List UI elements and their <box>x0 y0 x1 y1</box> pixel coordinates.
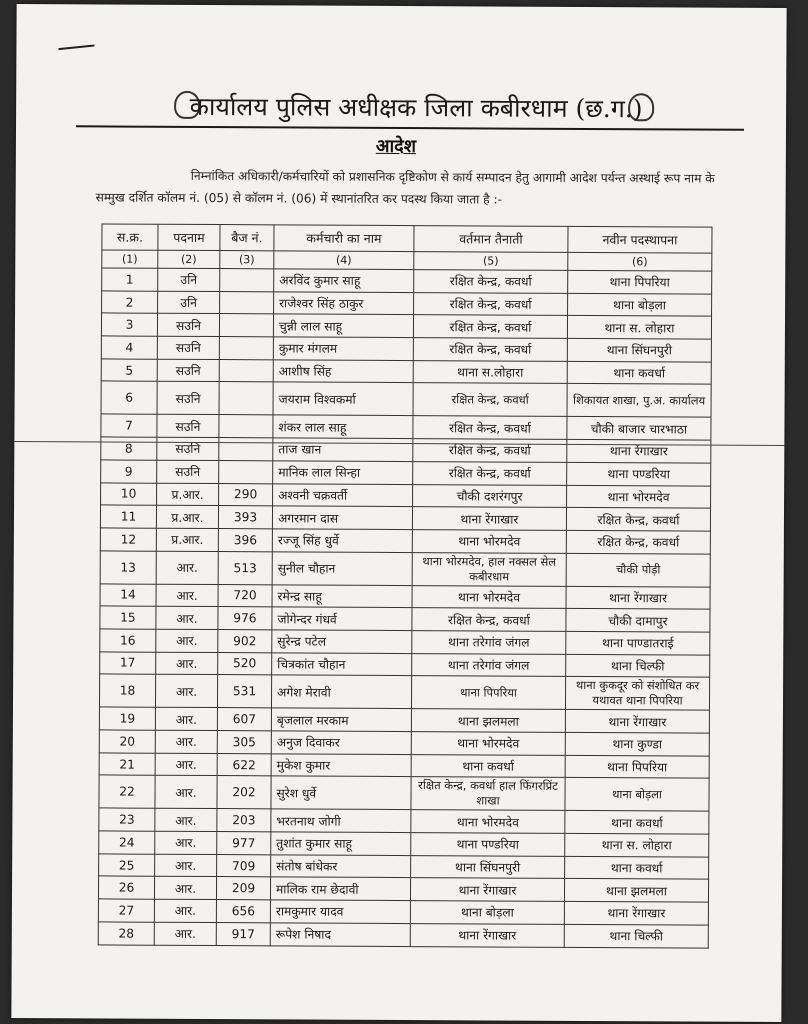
cell-sn: 7 <box>101 414 157 437</box>
cell-new: थाना कुकदूर को संशोधित कर यथावत थाना पिपरिया <box>565 677 709 711</box>
cell-badge: 720 <box>218 584 272 607</box>
cell-new: थाना पाण्डातराई <box>566 631 710 654</box>
cell-name: अगरमान दास <box>272 506 412 529</box>
cell-badge: 209 <box>216 877 270 900</box>
table-row <box>99 674 709 710</box>
cell-sn: 15 <box>100 606 156 629</box>
cell-sn: 28 <box>98 922 154 945</box>
col-number: (3) <box>220 251 274 269</box>
cell-name: कुमार मंगलम <box>273 337 413 360</box>
cell-name: चित्रकांत चौहान <box>272 652 412 675</box>
cell-rank: सउनि <box>157 437 219 460</box>
cell-new: रक्षित केन्द्र, कवर्धा <box>566 530 710 553</box>
cell-badge <box>219 314 273 337</box>
cell-sn: 5 <box>101 359 157 382</box>
table-row <box>100 652 710 678</box>
table-row <box>101 313 711 339</box>
cell-rank: आर. <box>156 606 218 629</box>
cell-rank: प्र.आर. <box>157 483 219 506</box>
cell-current: थाना तरेगांव जंगल <box>412 653 566 676</box>
transfer-table <box>98 223 713 948</box>
cell-new: थाना स. लोहारा <box>565 833 709 856</box>
cell-badge: 531 <box>217 675 271 708</box>
cell-sn: 8 <box>101 437 157 460</box>
cell-name: रूपेश निषाद <box>270 923 410 946</box>
cell-rank: सउनि <box>157 336 219 359</box>
col-header: बैज नं. <box>220 225 274 251</box>
cell-current: थाना भोरमदेव <box>411 732 565 755</box>
cell-rank: आर. <box>156 551 218 584</box>
cell-current: थाना बोड़ला <box>410 901 564 924</box>
cell-name: शंकर लाल साहू <box>273 415 413 438</box>
cell-sn: 20 <box>99 730 155 753</box>
cell-badge <box>219 337 273 360</box>
cell-rank: आर. <box>155 831 217 854</box>
cell-current: रक्षित केन्द्र, कवर्धा <box>414 292 568 315</box>
cell-current: थाना भोरमदेव <box>412 529 566 552</box>
cell-new: थाना कवर्धा <box>565 856 709 879</box>
cell-new: थाना पिपरिया <box>568 270 712 293</box>
cell-badge <box>219 359 273 382</box>
table-row <box>99 730 709 756</box>
table-row <box>102 291 712 317</box>
pen-mark <box>58 45 94 51</box>
cell-rank: सउनि <box>157 359 219 382</box>
cell-sn: 27 <box>98 899 154 922</box>
table-row <box>98 876 708 902</box>
office-title: कार्यालय पुलिस अधीक्षक जिला कबीरधाम (छ.ग.) <box>189 91 643 124</box>
cell-new: चौकी बाजार चारभाठा <box>567 417 711 440</box>
cell-current: रक्षित केन्द्र, कवर्धा <box>413 338 567 361</box>
cell-name: संतोष बांधेकर <box>271 855 411 878</box>
table-row <box>99 854 709 880</box>
table-row <box>101 482 711 508</box>
cell-rank: सउनि <box>157 314 219 337</box>
cell-new: थाना कवर्धा <box>567 361 711 384</box>
cell-sn: 24 <box>99 831 155 854</box>
cell-rank: आर. <box>155 854 217 877</box>
table-header-row <box>102 224 712 253</box>
cell-name: अरविंद कुमार साहू <box>274 269 414 292</box>
cell-current: थाना पिपरिया <box>411 676 565 710</box>
cell-rank: आर. <box>156 652 218 675</box>
cell-name: अगेश मेरावी <box>271 675 411 709</box>
cell-new: थाना रेंगाखार <box>565 710 709 733</box>
table-row <box>100 550 710 586</box>
cell-new: थाना पिपरिया <box>565 755 709 778</box>
table-row <box>100 583 710 609</box>
col-number: (6) <box>568 252 712 271</box>
cell-sn: 16 <box>100 629 156 652</box>
cell-current: थाना पण्डरिया <box>411 833 565 856</box>
cell-current: थाना भोरमदेव <box>412 585 566 608</box>
cell-badge: 976 <box>218 607 272 630</box>
col-header: वर्तमान तैनाती <box>414 226 568 253</box>
cell-new: थाना बोड़ला <box>565 778 709 812</box>
order-title: आदेश <box>375 135 417 158</box>
cell-name: चुन्नी लाल साहू <box>273 314 413 337</box>
cell-current: रक्षित केन्द्र, कवर्धा <box>413 315 567 338</box>
cell-badge: 203 <box>217 809 271 832</box>
cell-sn: 13 <box>100 550 156 583</box>
cell-badge: 396 <box>218 528 272 551</box>
cell-rank: उनि <box>158 291 220 314</box>
cell-name: रमेन्द्र साहू <box>272 584 412 607</box>
col-header: स.क्र. <box>102 224 158 250</box>
cell-current: थाना रेंगाखार <box>410 923 564 946</box>
cell-sn: 10 <box>101 482 157 505</box>
cell-rank: प्र.आर. <box>156 505 218 528</box>
cell-current: थाना भोरमदेव <box>411 810 565 833</box>
cell-name: राजेश्वर सिंह ठाकुर <box>274 292 414 315</box>
cell-current: थाना स.लोहारा <box>413 360 567 383</box>
cell-rank: आर. <box>155 675 217 708</box>
cell-current: थाना भोरमदेव, हाल नक्सल सेल कबीरधाम <box>412 552 566 586</box>
cell-sn: 3 <box>101 313 157 336</box>
cell-badge: 513 <box>218 551 272 584</box>
cell-name: मालिक राम छेदावी <box>270 877 410 900</box>
cell-current: रक्षित केन्द्र, कवर्धा <box>413 439 567 462</box>
cell-name: रामकुमार यादव <box>270 900 410 923</box>
cell-sn: 19 <box>99 707 155 730</box>
cell-rank: सउनि <box>157 415 219 438</box>
cell-rank: आर. <box>155 776 217 809</box>
cell-rank: आर. <box>154 922 216 945</box>
cell-rank: सउनि <box>157 382 219 415</box>
cell-badge: 917 <box>216 922 270 945</box>
cell-current: रक्षित केन्द्र, कवर्धा <box>413 461 567 484</box>
cell-name: आशीष सिंह <box>273 360 413 383</box>
cell-new: रक्षित केन्द्र, कवर्धा <box>566 508 710 531</box>
table-row <box>99 808 709 834</box>
table-row <box>98 922 708 948</box>
cell-current: चौकी दशरंगपुर <box>413 484 567 507</box>
cell-current: थाना सिंघनपुरी <box>411 855 565 878</box>
col-number: (4) <box>274 251 414 270</box>
cell-new: थाना रेंगाखार <box>564 901 708 924</box>
table-row <box>99 775 709 811</box>
cell-badge: 393 <box>218 506 272 529</box>
cell-sn: 11 <box>100 505 156 528</box>
col-header: कर्मचारी का नाम <box>274 225 414 252</box>
cell-badge <box>220 291 274 314</box>
cell-sn: 6 <box>101 381 157 414</box>
cell-badge <box>219 460 273 483</box>
cell-rank: आर. <box>155 730 217 753</box>
table-row <box>100 528 710 554</box>
cell-current: रक्षित केन्द्र, कवर्धा <box>413 416 567 439</box>
cell-badge: 520 <box>218 652 272 675</box>
cell-sn: 22 <box>99 775 155 808</box>
cell-name: मुकेश कुमार <box>271 754 411 777</box>
cell-badge <box>219 415 273 438</box>
table-row <box>102 268 712 294</box>
cell-new: शिकायत शाखा, पु.अ. कार्यालय <box>567 384 711 418</box>
cell-name: जयराम विश्वकर्मा <box>273 382 413 416</box>
table-row <box>99 753 709 779</box>
table-row <box>99 707 709 733</box>
cell-sn: 18 <box>99 674 155 707</box>
cell-name: मानिक लाल सिन्हा <box>273 461 413 484</box>
cell-new: थाना सिंघनपुरी <box>567 338 711 361</box>
col-header: नवीन पदस्थापना <box>568 226 712 253</box>
cell-new: थाना बोड़ला <box>568 293 712 316</box>
cell-sn: 26 <box>98 876 154 899</box>
cell-rank: आर. <box>155 809 217 832</box>
cell-name: भरतनाथ जोगी <box>271 809 411 832</box>
cell-new: चौकी पोड़ी <box>566 553 710 587</box>
cell-name: बृजलाल मरकाम <box>271 708 411 731</box>
cell-name: अश्वनी चक्रवर्ती <box>273 483 413 506</box>
cell-badge: 202 <box>217 776 271 809</box>
table-row <box>101 359 711 385</box>
cell-name: सुरेन्द्र पटेल <box>272 630 412 653</box>
cell-new: थाना स. लोहारा <box>567 316 711 339</box>
cell-new: थाना भोरमदेव <box>567 485 711 508</box>
cell-new: थाना कवर्धा <box>565 811 709 834</box>
cell-current: रक्षित केन्द्र, कवर्धा <box>412 608 566 631</box>
cell-badge: 709 <box>217 854 271 877</box>
cell-new: थाना कुण्डा <box>565 732 709 755</box>
cell-new: थाना रेंगाखार <box>567 440 711 463</box>
cell-current: रक्षित केन्द्र, कवर्धा हाल फिंगरप्रिंट शाखा <box>411 777 565 811</box>
cell-name: अनुज दिवाकर <box>271 731 411 754</box>
cell-current: थाना रेंगाखार <box>410 878 564 901</box>
cell-rank: आर. <box>155 753 217 776</box>
cell-new: थाना पण्डरिया <box>567 462 711 485</box>
cell-name: जोगेन्दर गंधर्व <box>272 607 412 630</box>
cell-badge: 622 <box>217 753 271 776</box>
cell-name: सुरेश धुर्वे <box>271 776 411 810</box>
cell-rank: सउनि <box>157 460 219 483</box>
cell-badge: 305 <box>217 731 271 754</box>
cell-badge: 902 <box>218 629 272 652</box>
cell-new: चौकी दामापुर <box>566 609 710 632</box>
col-number: (2) <box>158 250 220 268</box>
cell-rank: आर. <box>155 708 217 731</box>
cell-sn: 14 <box>100 583 156 606</box>
col-number: (5) <box>414 252 568 271</box>
cell-rank: आर. <box>156 629 218 652</box>
cell-rank: आर. <box>154 877 216 900</box>
intro-paragraph: निम्नांकित अधिकारी/कर्मचारियों को प्रशासनिक दृष्टिकोण से कार्य सम्पादन हेतु आगामी आदेश पर्यन्त अस्थाई रूप नाम के सम्मुख दर्शित कॉलम नं. (05) से कॉलम नं. (06) में स्थानांतरित कर पदस्थ किया जाता है :- <box>95 168 715 207</box>
cell-new: थाना रेंगाखार <box>566 586 710 609</box>
cell-current: रक्षित केन्द्र, कवर्धा <box>413 383 567 417</box>
header-rule <box>76 125 744 130</box>
table-row <box>101 336 711 362</box>
cell-sn: 25 <box>99 854 155 877</box>
cell-sn: 4 <box>101 336 157 359</box>
cell-name: तुशांत कुमार साहू <box>271 832 411 855</box>
cell-current: थाना झलमला <box>411 709 565 732</box>
table-row <box>101 460 711 486</box>
cell-sn: 23 <box>99 808 155 831</box>
cell-rank: उनि <box>158 268 220 291</box>
cell-badge: 290 <box>219 483 273 506</box>
table-row <box>100 606 710 632</box>
cell-current: थाना रेंगाखार <box>412 507 566 530</box>
cell-badge <box>219 382 273 415</box>
cell-sn: 12 <box>100 528 156 551</box>
table-row <box>100 505 710 531</box>
cell-sn: 1 <box>102 268 158 291</box>
cell-name: रज्जू सिंह धुर्वे <box>272 529 412 552</box>
table-row <box>101 414 711 440</box>
cell-sn: 17 <box>100 652 156 675</box>
cell-name: सुनील चौहान <box>272 551 412 585</box>
cell-rank: प्र.आर. <box>156 528 218 551</box>
cell-sn: 9 <box>101 460 157 483</box>
cell-badge <box>220 269 274 292</box>
col-header: पदनाम <box>158 224 220 250</box>
cell-badge: 607 <box>217 708 271 731</box>
table-row <box>98 899 708 925</box>
cell-new: थाना चिल्फी <box>564 924 708 947</box>
cell-current: थाना कवर्धा <box>411 754 565 777</box>
table-row <box>100 629 710 655</box>
cell-sn: 2 <box>102 291 158 314</box>
cell-badge: 977 <box>217 832 271 855</box>
cell-badge: 656 <box>216 900 270 923</box>
cell-name: ताज खान <box>273 438 413 461</box>
document-page <box>11 4 786 1022</box>
cell-current: रक्षित केन्द्र, कवर्धा <box>414 270 568 293</box>
cell-sn: 21 <box>99 753 155 776</box>
cell-rank: आर. <box>154 899 216 922</box>
table-row <box>101 381 711 417</box>
col-number: (1) <box>102 250 158 268</box>
cell-current: थाना तरेगांव जंगल <box>412 631 566 654</box>
cell-rank: आर. <box>156 584 218 607</box>
cell-new: थाना चिल्फी <box>566 654 710 677</box>
cell-new: थाना झलमला <box>564 879 708 902</box>
table-row <box>99 831 709 857</box>
